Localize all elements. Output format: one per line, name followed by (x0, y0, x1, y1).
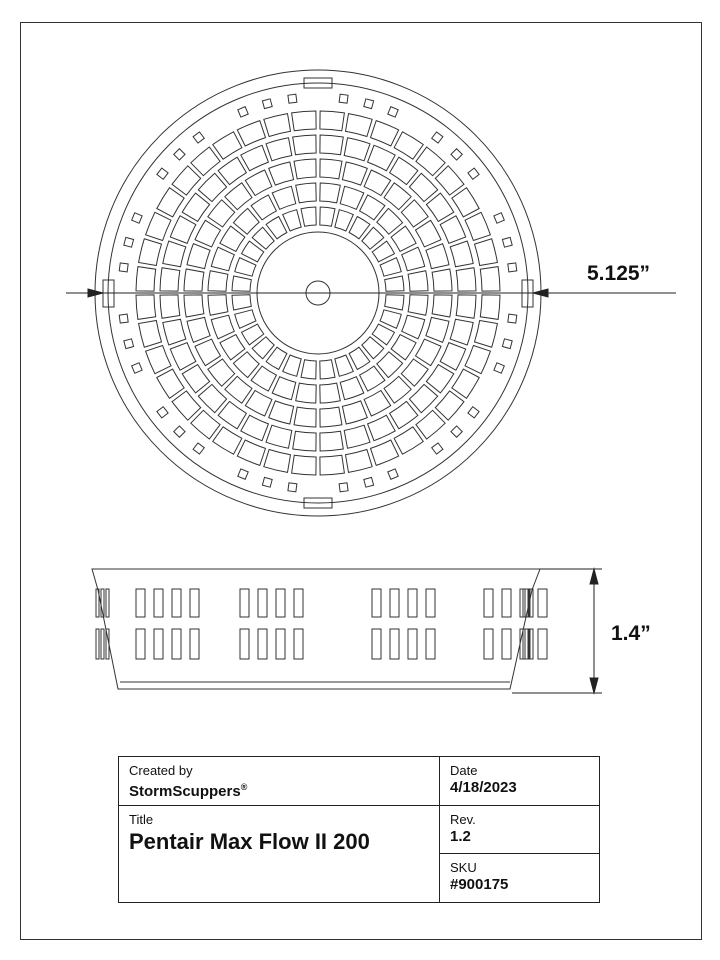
grid-slot (402, 247, 425, 271)
grid-slot (364, 391, 391, 417)
grid-slot (293, 431, 316, 451)
rim-hole (388, 469, 398, 479)
grid-slot (208, 295, 228, 316)
rim-hole (364, 477, 374, 487)
rim-hole (288, 94, 297, 103)
grid-slot (342, 401, 367, 424)
side-slot (426, 589, 435, 617)
side-slot (502, 589, 511, 617)
side-slot (172, 629, 181, 659)
grid-slot (241, 145, 269, 171)
rim-hole (157, 168, 168, 179)
grid-slot (408, 295, 428, 316)
grid-slot (182, 365, 209, 393)
grid-slot (220, 335, 245, 360)
grid-slot (320, 135, 343, 155)
grid-slot (272, 186, 296, 209)
grid-slot (235, 310, 256, 329)
grid-slot (293, 135, 316, 155)
grid-slot (456, 295, 476, 318)
created-by-label: Created by (129, 763, 193, 778)
rim-hole (262, 477, 272, 487)
grid-slot (401, 200, 428, 227)
rev-label: Rev. (450, 812, 476, 827)
grid-slot (390, 157, 418, 184)
grid-slot (191, 147, 220, 176)
side-slot (136, 629, 145, 659)
grid-slot (475, 239, 498, 266)
grid-slot (440, 343, 466, 371)
rim-hole (157, 407, 168, 418)
grid-slot (208, 359, 235, 386)
grid-slot (384, 183, 411, 210)
grid-slot (432, 295, 452, 317)
grid-slot (172, 391, 201, 420)
grid-slot (320, 159, 342, 179)
grid-slot (283, 210, 302, 231)
rim-hole (124, 237, 134, 247)
side-slot (408, 589, 417, 617)
sku-cell (440, 854, 600, 902)
side-slot (484, 589, 493, 617)
grid-slot (245, 170, 272, 196)
rim-hole (174, 149, 185, 160)
rim-hole (174, 426, 185, 437)
rev-value: 1.2 (450, 828, 471, 845)
side-edge-slot (101, 629, 104, 659)
grid-slot (251, 366, 276, 391)
grid-slot (402, 315, 425, 339)
grid-slot (184, 295, 204, 317)
grid-slot (225, 376, 252, 403)
grid-slot (170, 343, 196, 371)
grid-slot (182, 193, 209, 221)
grid-slot (465, 212, 490, 240)
grid-slot (320, 207, 335, 226)
grid-slot (245, 391, 272, 417)
grid-slot (426, 317, 449, 342)
registered-mark: ® (240, 782, 248, 792)
side-slot (390, 589, 399, 617)
rim-hole (451, 149, 462, 160)
side-slot (154, 629, 163, 659)
grid-slot (218, 401, 246, 428)
grid-slot (385, 295, 404, 310)
date-value: 4/18/2023 (450, 779, 517, 796)
grid-slot (346, 114, 373, 137)
grid-slot (416, 147, 445, 176)
grid-slot (340, 377, 364, 400)
grid-slot (465, 346, 490, 374)
side-slot (136, 589, 145, 617)
grid-slot (456, 268, 476, 291)
rim-hole (508, 263, 517, 272)
grid-slot (269, 401, 294, 424)
grid-slot (208, 271, 228, 292)
rim-hole (432, 443, 443, 454)
grid-slot (380, 310, 401, 329)
grid-slot (320, 455, 345, 475)
grid-slot (416, 410, 445, 439)
grid-slot (335, 355, 354, 376)
grid-slot (426, 365, 453, 393)
sku-value: #900175 (450, 876, 509, 893)
side-view (92, 569, 547, 689)
diameter-label: 5.125” (587, 262, 651, 285)
grid-slot (220, 226, 245, 251)
grid-slot (342, 162, 367, 185)
grid-slot (233, 352, 259, 378)
grid-slot (416, 220, 442, 247)
side-slot (538, 629, 547, 659)
side-slot (240, 629, 249, 659)
side-edge-slot (96, 629, 99, 659)
grid-slot (452, 188, 479, 217)
diameter-dimension (66, 289, 676, 297)
side-slot (258, 629, 267, 659)
grid-slot (344, 425, 370, 448)
rim-hole (124, 339, 134, 349)
grid-slot (139, 321, 162, 348)
side-slot (426, 629, 435, 659)
grid-slot (296, 183, 317, 203)
rim-hole (494, 213, 504, 223)
grid-slot (391, 335, 416, 360)
title-block (118, 756, 600, 903)
rim-hole (502, 339, 512, 349)
title-value: Pentair Max Flow II 200 (129, 829, 370, 854)
grid-slot (452, 369, 479, 398)
grid-slot (195, 220, 221, 247)
rim-hole (193, 443, 204, 454)
grid-slot (294, 407, 316, 427)
grid-slot (340, 186, 364, 209)
grid-slot (346, 450, 373, 473)
title-cell (119, 806, 439, 902)
grid-slot (296, 383, 317, 403)
grid-slot (292, 455, 317, 475)
grid-slot (136, 295, 156, 320)
side-slot (294, 629, 303, 659)
grid-slot (377, 352, 403, 378)
rim-hole (132, 363, 142, 373)
grid-slot (301, 207, 316, 226)
grid-slot (385, 276, 404, 291)
grid-slot (360, 366, 385, 391)
rim-hole (119, 314, 128, 323)
grid-slot (232, 276, 251, 291)
grid-slot (409, 173, 437, 201)
grid-slot (320, 407, 342, 427)
grid-slot (225, 183, 252, 210)
grid-slot (163, 241, 186, 267)
grid-slot (409, 384, 437, 412)
grid-slot (394, 427, 423, 454)
grid-slot (480, 295, 500, 320)
height-arrow-top (590, 569, 598, 584)
grid-slot (301, 360, 316, 379)
side-slot (408, 629, 417, 659)
grid-slot (241, 415, 269, 441)
side-edge-slot (520, 629, 523, 659)
grid-slot (266, 138, 292, 161)
rim-hole (262, 99, 272, 109)
grid-slot (233, 208, 259, 234)
grid-slot (136, 267, 156, 292)
side-slot (240, 589, 249, 617)
side-slot (258, 589, 267, 617)
side-slot (372, 629, 381, 659)
rim-hole (502, 237, 512, 247)
rim-hole (238, 469, 248, 479)
side-edge-slot (525, 629, 528, 659)
grid-slot (264, 114, 291, 137)
rim-hole (193, 132, 204, 143)
side-slot (190, 589, 199, 617)
rim-hole (468, 168, 479, 179)
rim-hole (339, 483, 348, 492)
grid-slot (360, 195, 385, 220)
grid-slot (294, 159, 316, 179)
grid-slot (163, 319, 186, 345)
grid-slot (264, 450, 291, 473)
created-by-name: StormScuppers (129, 783, 241, 800)
grid-slot (213, 427, 242, 454)
title-label: Title (129, 812, 154, 827)
grid-slot (368, 145, 396, 171)
grid-slot (416, 339, 442, 366)
grid-slot (170, 216, 196, 244)
grid-slot (426, 244, 449, 269)
rim-hole (451, 426, 462, 437)
grid-slot (266, 425, 292, 448)
grid-slot (195, 339, 221, 366)
side-slot (154, 589, 163, 617)
grid-slot (320, 383, 341, 403)
side-slot (276, 589, 285, 617)
side-slot (484, 629, 493, 659)
height-arrow-bottom (590, 678, 598, 693)
grid-slot (394, 132, 423, 159)
sku-label: SKU (450, 860, 477, 875)
grid-slot (371, 440, 399, 465)
rim-hole (432, 132, 443, 143)
grid-slot (160, 268, 180, 291)
grid-slot (435, 166, 464, 195)
grid-slot (160, 295, 180, 318)
grid-slot (184, 269, 204, 291)
grid-slot (211, 247, 234, 271)
grid-slot (426, 193, 453, 221)
grid-slot (187, 244, 210, 269)
grid-slot (237, 121, 265, 146)
grid-slot (380, 258, 401, 277)
grid-slot (211, 315, 234, 339)
grid-slot (235, 258, 256, 277)
side-edge-slot (530, 629, 533, 659)
side-slot (372, 589, 381, 617)
grid-slot (320, 360, 335, 379)
grid-slot (368, 415, 396, 441)
rim-hole (494, 363, 504, 373)
grid-slot (283, 355, 302, 376)
grid-slot (450, 319, 473, 345)
side-slot (172, 589, 181, 617)
grid-slot (269, 162, 294, 185)
side-slot (276, 629, 285, 659)
rim-hole (388, 107, 398, 117)
grid-slot (475, 321, 498, 348)
date-cell (440, 757, 600, 805)
grid-slot (435, 391, 464, 420)
rim-hole (508, 314, 517, 323)
grid-slot (384, 376, 411, 403)
grid-slot (377, 208, 403, 234)
grid-slot (172, 166, 201, 195)
rim-hole (339, 94, 348, 103)
grid-slot (371, 121, 399, 146)
grid-slot (146, 346, 171, 374)
grid-slot (480, 267, 500, 292)
height-label: 1.4” (611, 622, 651, 645)
grid-slot (139, 239, 162, 266)
grid-slot (292, 111, 317, 131)
grid-slot (191, 410, 220, 439)
rim-hole (288, 483, 297, 492)
grid-slot (364, 170, 391, 196)
grid-slot (391, 226, 416, 251)
rim-hole (132, 213, 142, 223)
grid-slot (198, 384, 226, 412)
rev-cell (440, 806, 600, 853)
side-slots (96, 589, 547, 659)
grid-slot (390, 401, 418, 428)
side-slot (502, 629, 511, 659)
rim-hole (468, 407, 479, 418)
date-label: Date (450, 763, 478, 778)
grid-slot (320, 183, 341, 203)
side-edge-slot (96, 589, 99, 617)
rim-hole (119, 263, 128, 272)
grid-slot (237, 440, 265, 465)
rim-hole (238, 107, 248, 117)
grid-slot (232, 295, 251, 310)
side-edge-slot (106, 589, 109, 617)
grid-slot (344, 138, 370, 161)
side-slot (538, 589, 547, 617)
grid-slot (146, 212, 171, 240)
created-by-cell (119, 757, 439, 805)
side-edge-slot (106, 629, 109, 659)
grid-slot (432, 269, 452, 291)
grid-slot (208, 200, 235, 227)
grid-slot (440, 216, 466, 244)
grid-slot (251, 195, 276, 220)
grid-slot (218, 157, 246, 184)
rim-hole (364, 99, 374, 109)
side-slot (294, 589, 303, 617)
side-edge-slot (520, 589, 523, 617)
side-slot (190, 629, 199, 659)
grid-slot (408, 271, 428, 292)
grid-slot (272, 377, 296, 400)
side-slot (390, 629, 399, 659)
grid-slot (198, 173, 226, 201)
grid-slot (157, 369, 184, 398)
created-by-value (129, 778, 429, 801)
grid-slot (320, 431, 343, 451)
grid-slot (320, 111, 345, 131)
grid-slot (213, 132, 242, 159)
grid-slot (401, 359, 428, 386)
grid-slot (450, 241, 473, 267)
grid-slot (157, 188, 184, 217)
grid-slot (335, 210, 354, 231)
grid-slot (187, 317, 210, 342)
